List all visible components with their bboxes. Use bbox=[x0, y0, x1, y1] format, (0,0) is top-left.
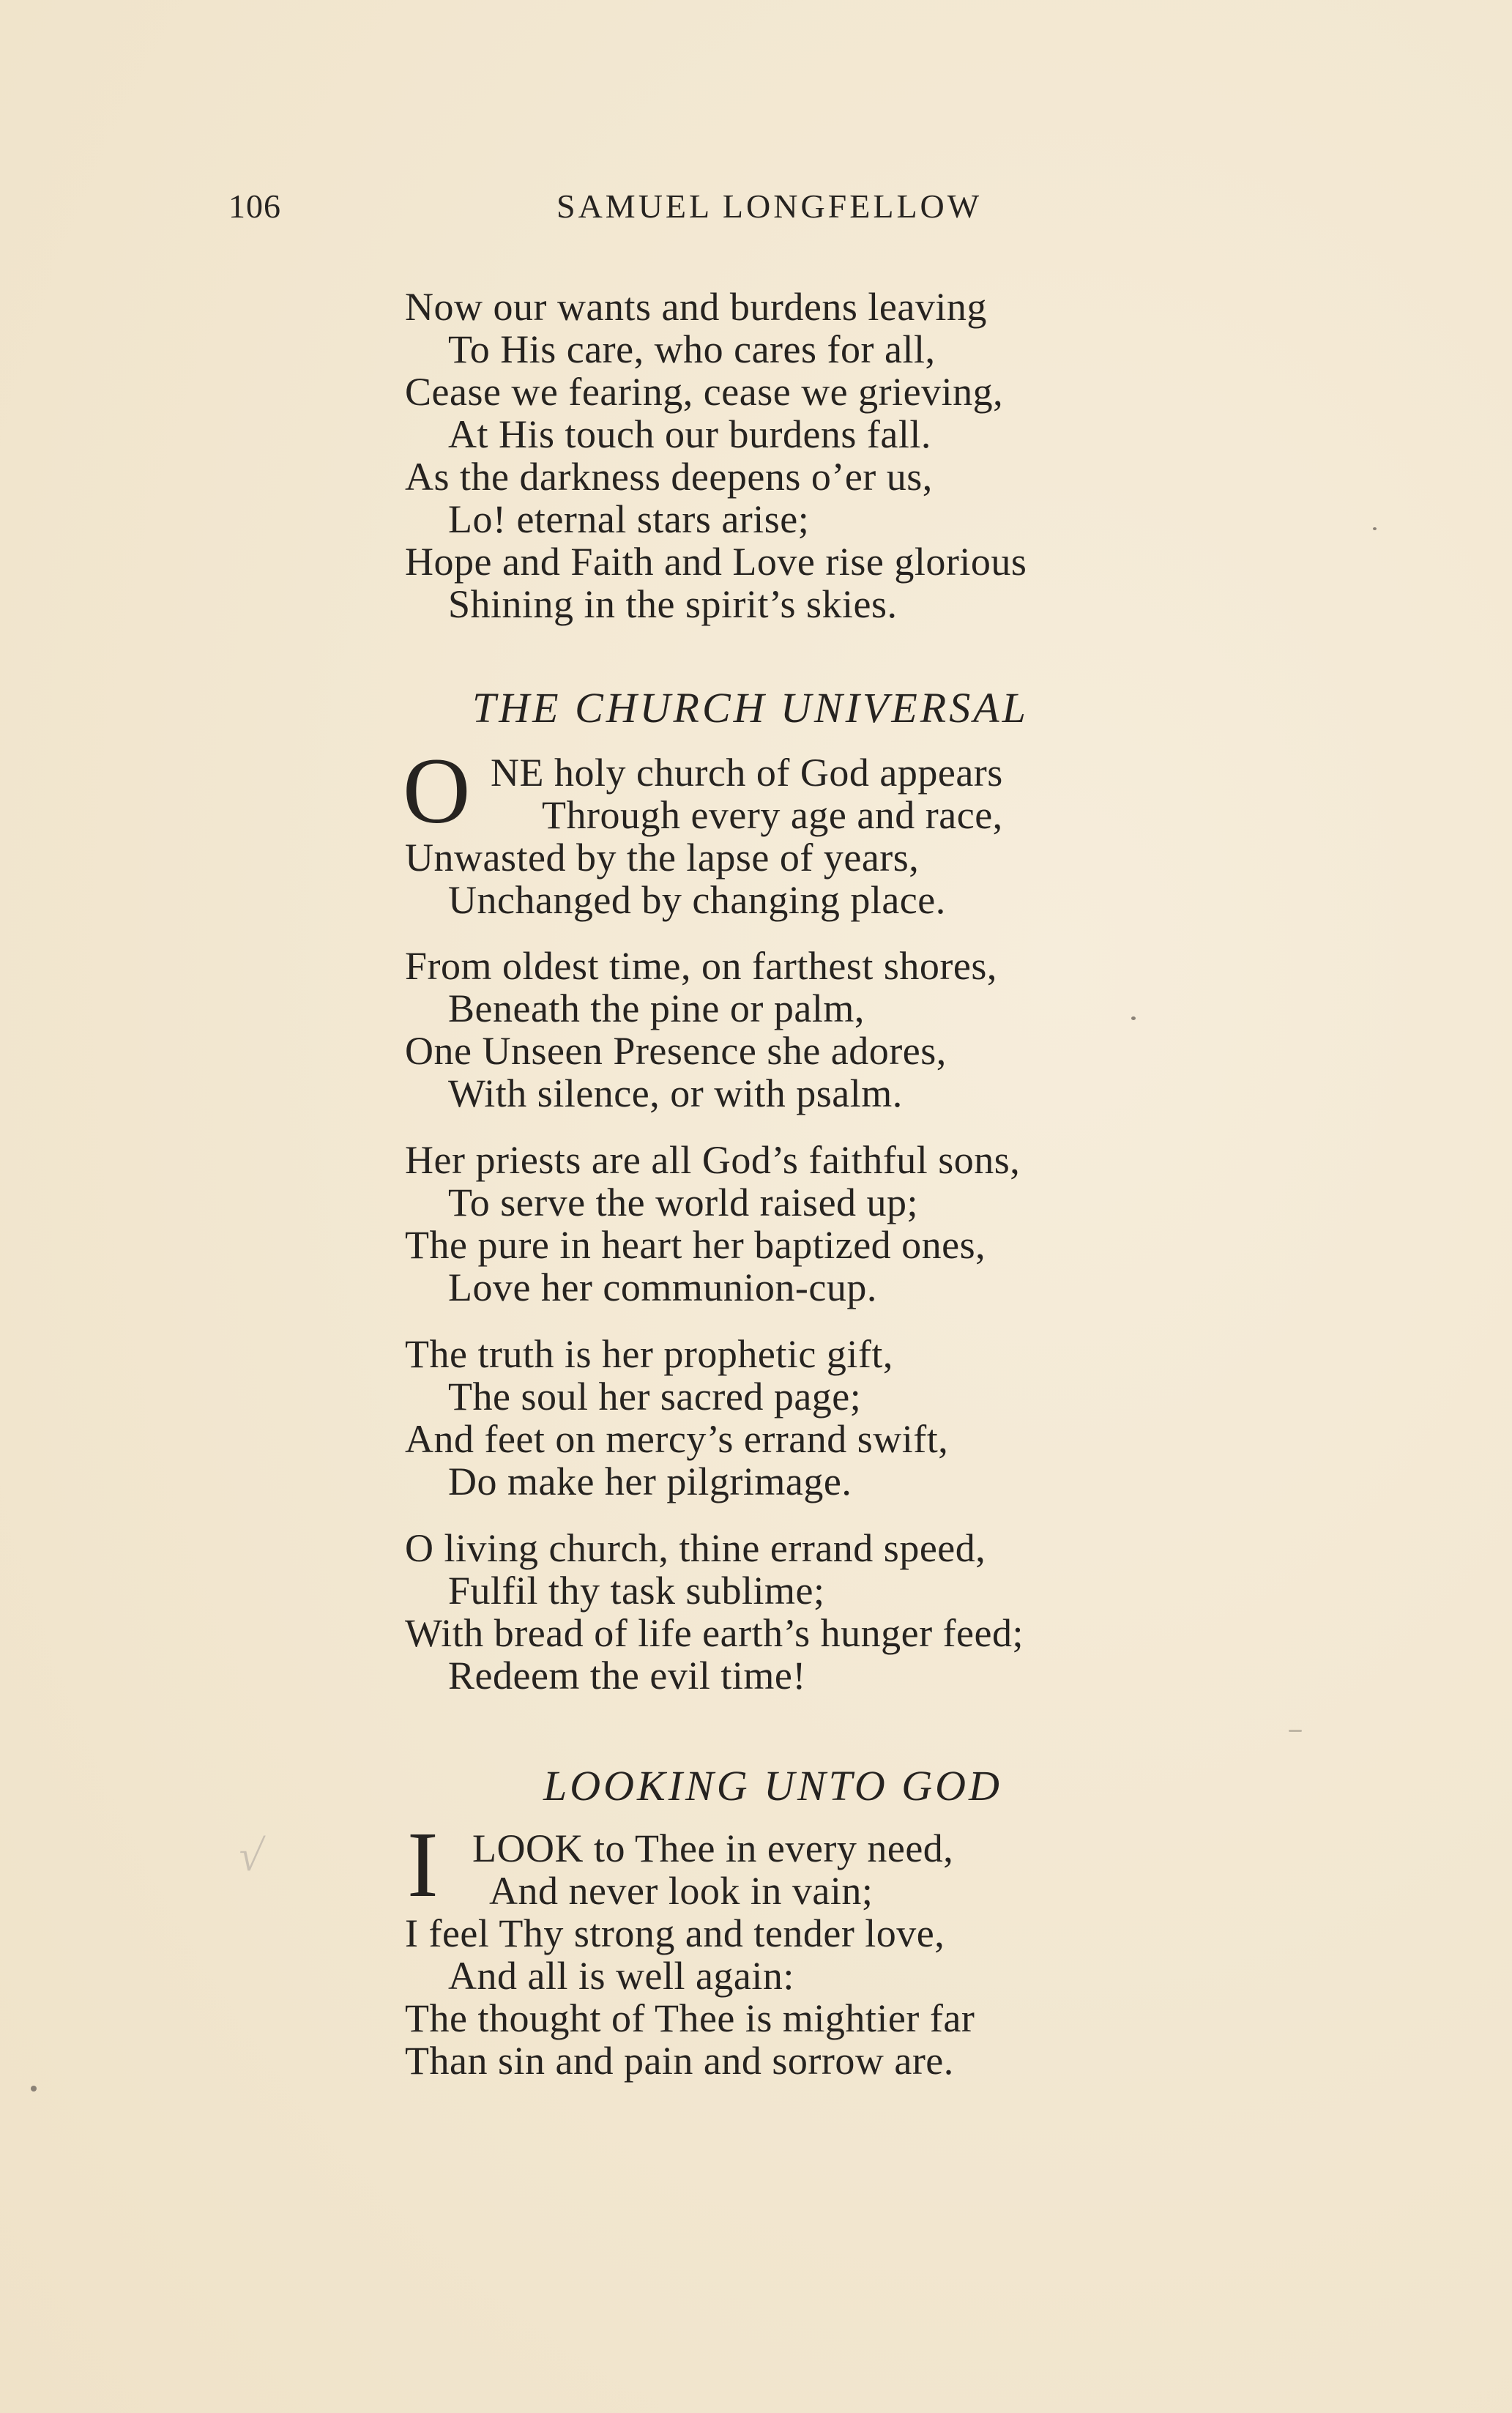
verse-line: From oldest time, on farthest shores, bbox=[405, 944, 997, 988]
verse-line: Cease we fearing, cease we grieving, bbox=[405, 370, 1004, 414]
verse-line: LOOK to Thee in every need, bbox=[472, 1826, 954, 1870]
verse-line: Redeem the evil time! bbox=[448, 1654, 806, 1698]
verse-line: The pure in heart her baptized ones, bbox=[405, 1223, 986, 1267]
drop-cap: O bbox=[403, 739, 471, 843]
verse-line: Do make her pilgrimage. bbox=[448, 1460, 852, 1503]
verse-line: Love her communion-cup. bbox=[448, 1265, 877, 1309]
verse-line: One Unseen Presence she adores, bbox=[405, 1029, 947, 1073]
verse-line: The truth is her prophetic gift, bbox=[405, 1332, 893, 1376]
verse-line: With bread of life earth’s hunger feed; bbox=[405, 1611, 1024, 1655]
verse-line: And feet on mercy’s errand swift, bbox=[405, 1417, 949, 1461]
verse-line: At His touch our burdens fall. bbox=[448, 412, 931, 456]
verse-line: Beneath the pine or palm, bbox=[448, 986, 865, 1030]
verse-line: To serve the world raised up; bbox=[448, 1181, 919, 1224]
verse-line: Shining in the spirit’s skies. bbox=[448, 582, 898, 626]
verse-line: Hope and Faith and Love rise glorious bbox=[405, 540, 1027, 584]
verse-line: And all is well again: bbox=[448, 1954, 794, 1998]
scan-speck bbox=[1289, 1730, 1302, 1732]
verse-line: Her priests are all God’s faithful sons, bbox=[405, 1138, 1021, 1182]
verse-line: Through every age and race, bbox=[542, 793, 1003, 837]
verse-line: Fulfil thy task sublime; bbox=[448, 1569, 825, 1613]
scan-speck bbox=[1373, 527, 1377, 530]
verse-line: And never look in vain; bbox=[489, 1869, 874, 1913]
verse-line: The soul her sacred page; bbox=[448, 1375, 862, 1419]
verse-line: The thought of Thee is mightier far bbox=[405, 1996, 975, 2040]
verse-line: Unwasted by the lapse of years, bbox=[405, 836, 920, 880]
verse-line: Unchanged by changing place. bbox=[448, 878, 946, 922]
verse-line: NE holy church of God appears bbox=[491, 751, 1003, 795]
verse-line: I feel Thy strong and tender love, bbox=[405, 1911, 945, 1955]
poem-title: THE CHURCH UNIVERSAL bbox=[472, 684, 1029, 732]
verse-line: To His care, who cares for all, bbox=[448, 327, 936, 371]
scan-speck bbox=[31, 2086, 37, 2092]
verse-line: As the darkness deepens o’er us, bbox=[405, 455, 933, 499]
pencil-mark: √ bbox=[235, 1832, 267, 1880]
verse-line: Than sin and pain and sorrow are. bbox=[405, 2039, 954, 2083]
poem-title: LOOKING UNTO GOD bbox=[543, 1762, 1002, 1810]
verse-line: O living church, thine errand speed, bbox=[405, 1526, 986, 1570]
verse-line: Lo! eternal stars arise; bbox=[448, 497, 810, 541]
drop-cap: I bbox=[407, 1812, 439, 1916]
page-header bbox=[0, 187, 1512, 231]
running-head: SAMUEL LONGFELLOW bbox=[556, 187, 983, 225]
scan-speck bbox=[1131, 1016, 1136, 1020]
verse-line: Now our wants and burdens leaving bbox=[405, 285, 987, 329]
verse-line: With silence, or with psalm. bbox=[448, 1071, 903, 1115]
page-number: 106 bbox=[228, 187, 281, 225]
